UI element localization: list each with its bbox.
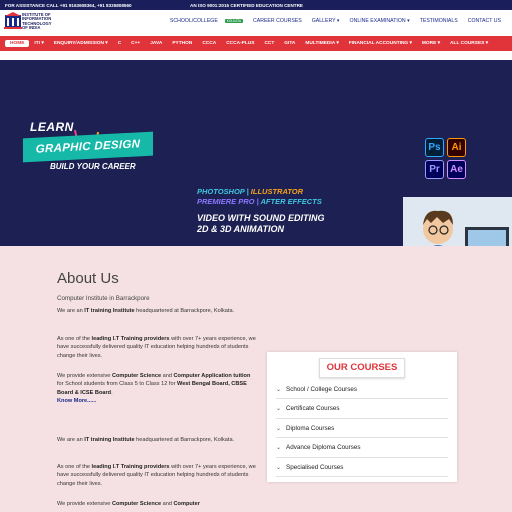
text-bold: leading I.T Training providers: [91, 336, 170, 342]
about-paragraph: [57, 463, 257, 488]
about-paragraph: [57, 372, 257, 405]
text-bold: West Bengal Board, CBSE Board & ICSE Board: [57, 381, 247, 396]
course-nav-item[interactable]: ITI ▾: [34, 41, 44, 46]
our-courses-panel: [267, 352, 457, 482]
logo-line: INFORMATION: [22, 16, 52, 22]
about-paragraph: [57, 500, 257, 508]
main-navigation: [160, 18, 506, 24]
text-bold: leading I.T Training providers: [91, 464, 170, 470]
iso-certification: AN ISO 9001:2015 CERTIFIED EDUCATION CENTRE: [190, 2, 303, 8]
nav-badge: KOLKATA: [226, 19, 242, 23]
text-bold: Computer Science: [111, 501, 162, 507]
our-courses-title: OUR COURSES: [319, 358, 405, 378]
hero-illustrator-text: ILLUSTRATOR: [250, 187, 304, 196]
course-nav-item[interactable]: MORE ▾: [421, 41, 441, 46]
top-bar: [0, 0, 512, 10]
illustrator-icon: Ai: [447, 138, 466, 157]
nav-spacer: [0, 51, 512, 60]
logo-text: [22, 13, 64, 31]
course-list-label: Certificate Courses: [286, 405, 340, 412]
site-header: [0, 10, 512, 36]
designer-illustration: [403, 197, 512, 246]
hero-separator: |: [254, 197, 261, 206]
courses-navigation: [0, 36, 512, 51]
course-nav-item[interactable]: FINANCIAL ACCOUNTING ▾: [348, 41, 412, 46]
text: headquartered at Barrackpore, Kolkata.: [134, 308, 235, 314]
text-bold: Computer Application tuition: [173, 373, 251, 379]
cartoon-designer-image: [403, 197, 512, 246]
course-list-label: Diploma Courses: [286, 424, 335, 432]
hero-video-editing-text: VIDEO WITH SOUND EDITING: [197, 213, 325, 223]
nav-testimonials[interactable]: TESTIMONIALS: [419, 18, 458, 24]
course-nav-item[interactable]: ALL COURSES ▾: [450, 41, 489, 46]
nav-gallery[interactable]: GALLERY ▾: [311, 18, 340, 24]
chevron-down-icon: ⌄: [276, 464, 282, 471]
course-nav-item[interactable]: C++: [131, 41, 141, 46]
text: and: [161, 501, 174, 507]
about-paragraph: [57, 307, 257, 315]
course-list-item[interactable]: [276, 419, 448, 438]
about-subtitle: Computer Institute in Barrackpore: [57, 295, 150, 302]
hero-separator: |: [244, 187, 251, 196]
text: with over 7+ years experience, we have successfully delivered quality IT education helping hundreds of students change their lives.: [57, 464, 256, 487]
course-list-label: Specialised Courses: [286, 463, 344, 471]
chevron-down-icon: ⌄: [276, 386, 282, 393]
hero-build-career-text: BUILD YOUR CAREER: [50, 162, 136, 171]
text: .: [111, 389, 113, 396]
text: and: [161, 373, 174, 379]
text-bold: Computer Science: [111, 373, 162, 379]
assistance-phone[interactable]: FOR ASSISTANCE CALL +91 9163608364, +91 8335808560: [5, 2, 132, 8]
course-nav-item[interactable]: C: [117, 41, 122, 46]
text-bold: Computer: [173, 501, 200, 507]
text: As one of the: [57, 464, 92, 470]
hero-software-line-2: [197, 197, 322, 206]
about-know-more-link[interactable]: Know More......: [57, 397, 97, 404]
hero-slider: [0, 60, 512, 246]
course-list-label: School / College Courses: [286, 385, 358, 393]
hero-premiere-text: PREMIERE PRO: [197, 197, 255, 206]
hero-photoshop-text: PHOTOSHOP: [197, 187, 245, 196]
text: We provide extensive: [57, 501, 112, 507]
course-nav-item[interactable]: CCCA: [202, 41, 217, 46]
course-list-item[interactable]: [276, 439, 448, 458]
text: We are an: [57, 437, 85, 443]
hero-learn-text: LEARN: [30, 120, 74, 134]
hero-after-effects-text: AFTER EFFECTS: [260, 197, 322, 206]
course-nav-item[interactable]: HOME: [5, 40, 29, 47]
course-nav-item[interactable]: CCCA-PLUS: [226, 41, 255, 46]
course-nav-item[interactable]: ENQUIRY/ADMISSION ▾: [53, 41, 108, 46]
course-list-label: Advance Diploma Courses: [286, 444, 361, 451]
about-paragraph: [57, 335, 257, 360]
course-list-item[interactable]: [276, 400, 448, 419]
adobe-app-icons: [425, 138, 467, 180]
chevron-down-icon: ⌄: [276, 425, 282, 432]
chevron-down-icon: ⌄: [276, 445, 282, 451]
logo-line: OF INDIA: [22, 25, 41, 31]
hero-graphic-design-text: GRAPHIC DESIGN: [35, 138, 141, 156]
logo-emblem-icon: [4, 12, 22, 32]
logo-line: INSTITUTE OF: [22, 12, 51, 17]
text: with over 7+ years experience, we have successfully delivered quality IT education helping hundreds of students change their lives.: [57, 336, 256, 359]
text: We are an: [57, 308, 85, 314]
text-bold: IT training Institute: [84, 437, 135, 443]
text: We provide extensive: [57, 373, 112, 379]
course-list-item[interactable]: [276, 380, 448, 399]
course-nav-item[interactable]: JAVA: [150, 41, 163, 46]
text: As one of the: [57, 336, 92, 342]
course-nav-item[interactable]: CCT: [264, 41, 275, 46]
nav-label: SCHOOL/COLLEGE: [169, 18, 218, 24]
nav-contact-us[interactable]: CONTACT US: [467, 18, 501, 24]
photoshop-icon: Ps: [425, 138, 444, 157]
about-paragraph: [57, 436, 257, 444]
course-nav-item[interactable]: GITA: [284, 41, 296, 46]
nav-online-examination[interactable]: ONLINE EXAMINATION ▾: [349, 18, 410, 24]
course-nav-item[interactable]: MULTIMEDIA ▾: [305, 41, 339, 46]
about-title: About Us: [57, 270, 119, 287]
after-effects-icon: Ae: [447, 160, 466, 179]
course-list-item[interactable]: [276, 458, 448, 477]
course-nav-item[interactable]: PYTHON: [172, 41, 193, 46]
logo-line: TECHNOLOGY: [22, 20, 52, 26]
text: headquartered at Barrackpore, Kolkata.: [134, 437, 235, 443]
premiere-icon: Pr: [425, 160, 444, 179]
text: for School students from Class 5 to Class 12 for: [57, 381, 178, 388]
hero-animation-text: 2D & 3D ANIMATION: [197, 224, 285, 234]
chevron-down-icon: ⌄: [276, 406, 282, 412]
nav-career-courses[interactable]: CAREER COURSES: [253, 18, 302, 24]
site-logo[interactable]: [4, 12, 62, 34]
nav-school-college[interactable]: [160, 18, 248, 24]
text-bold: IT training Institute: [84, 308, 135, 314]
hero-software-line-1: [197, 187, 303, 196]
